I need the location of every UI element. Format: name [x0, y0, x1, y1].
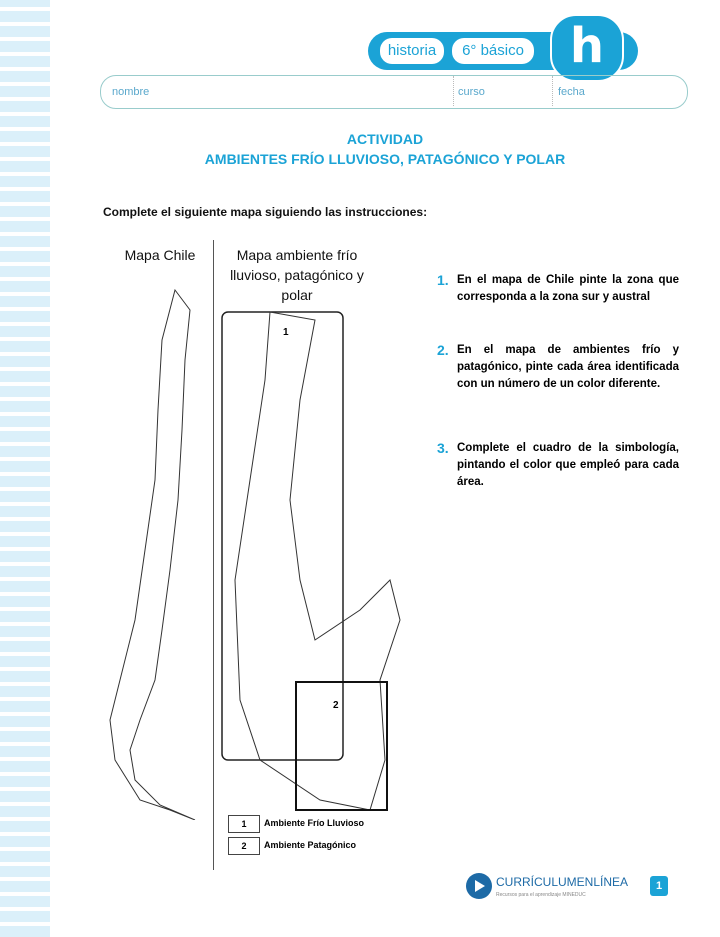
divider — [552, 76, 553, 106]
date-field[interactable]: fecha — [558, 86, 585, 98]
area-2-number: 2 — [333, 700, 339, 711]
divider — [453, 76, 454, 106]
chile-maps — [100, 280, 420, 820]
chile-map — [110, 290, 195, 820]
env-map-label: Mapa ambiente frío lluvioso, patagónico y polar — [230, 247, 364, 303]
activity-subtitle: AMBIENTES FRÍO LLUVIOSO, PATAGÓNICO Y POLAR — [204, 151, 566, 167]
legend-color-box-2[interactable]: 2 — [228, 837, 260, 855]
instruction-3 — [437, 440, 679, 491]
brand-tagline: Recursos para el aprendizaje MINEDUC — [496, 892, 586, 898]
instruction-text: En el mapa de ambientes frío y patagónico, pinte cada área identificada con un número de un color diferente. — [457, 344, 679, 390]
legend-color-box-1[interactable]: 1 — [228, 815, 260, 833]
area-2-box — [296, 682, 387, 810]
instruction-number: 1. — [437, 272, 449, 288]
curriculum-logo-icon — [466, 873, 492, 899]
instruction-number: 3. — [437, 440, 449, 456]
instruction-text: Complete el cuadro de la simbología, pintando el color que empleó para cada área. — [457, 442, 679, 488]
area-1-number: 1 — [283, 327, 289, 338]
grade-tag: 6° básico — [452, 38, 534, 64]
history-logo-icon: h — [550, 14, 624, 82]
activity-title: ACTIVIDAD — [346, 131, 424, 147]
instruction-2 — [437, 342, 679, 393]
name-field[interactable]: nombre — [112, 86, 150, 98]
instruction-text: En el mapa de Chile pinte la zona que corresponda a la zona sur y austral — [457, 274, 679, 303]
instruction-number: 2. — [437, 342, 449, 358]
legend-label-2: Ambiente Patagónico — [264, 840, 357, 850]
chile-map-label: Mapa Chile — [124, 247, 196, 263]
page-number: 1 — [650, 876, 668, 896]
decorative-side-strip — [0, 0, 50, 937]
course-field[interactable]: curso — [458, 86, 485, 98]
student-info-form — [100, 75, 688, 109]
intro-text: Complete el siguiente mapa siguiendo las instrucciones: — [103, 205, 428, 219]
environment-map — [235, 312, 400, 810]
legend-label-1: Ambiente Frío Lluvioso — [264, 818, 365, 828]
instruction-1 — [437, 272, 679, 306]
subject-tag: historia — [380, 38, 444, 64]
brand-name: CURRÍCULUMENLÍNEA — [496, 875, 629, 889]
